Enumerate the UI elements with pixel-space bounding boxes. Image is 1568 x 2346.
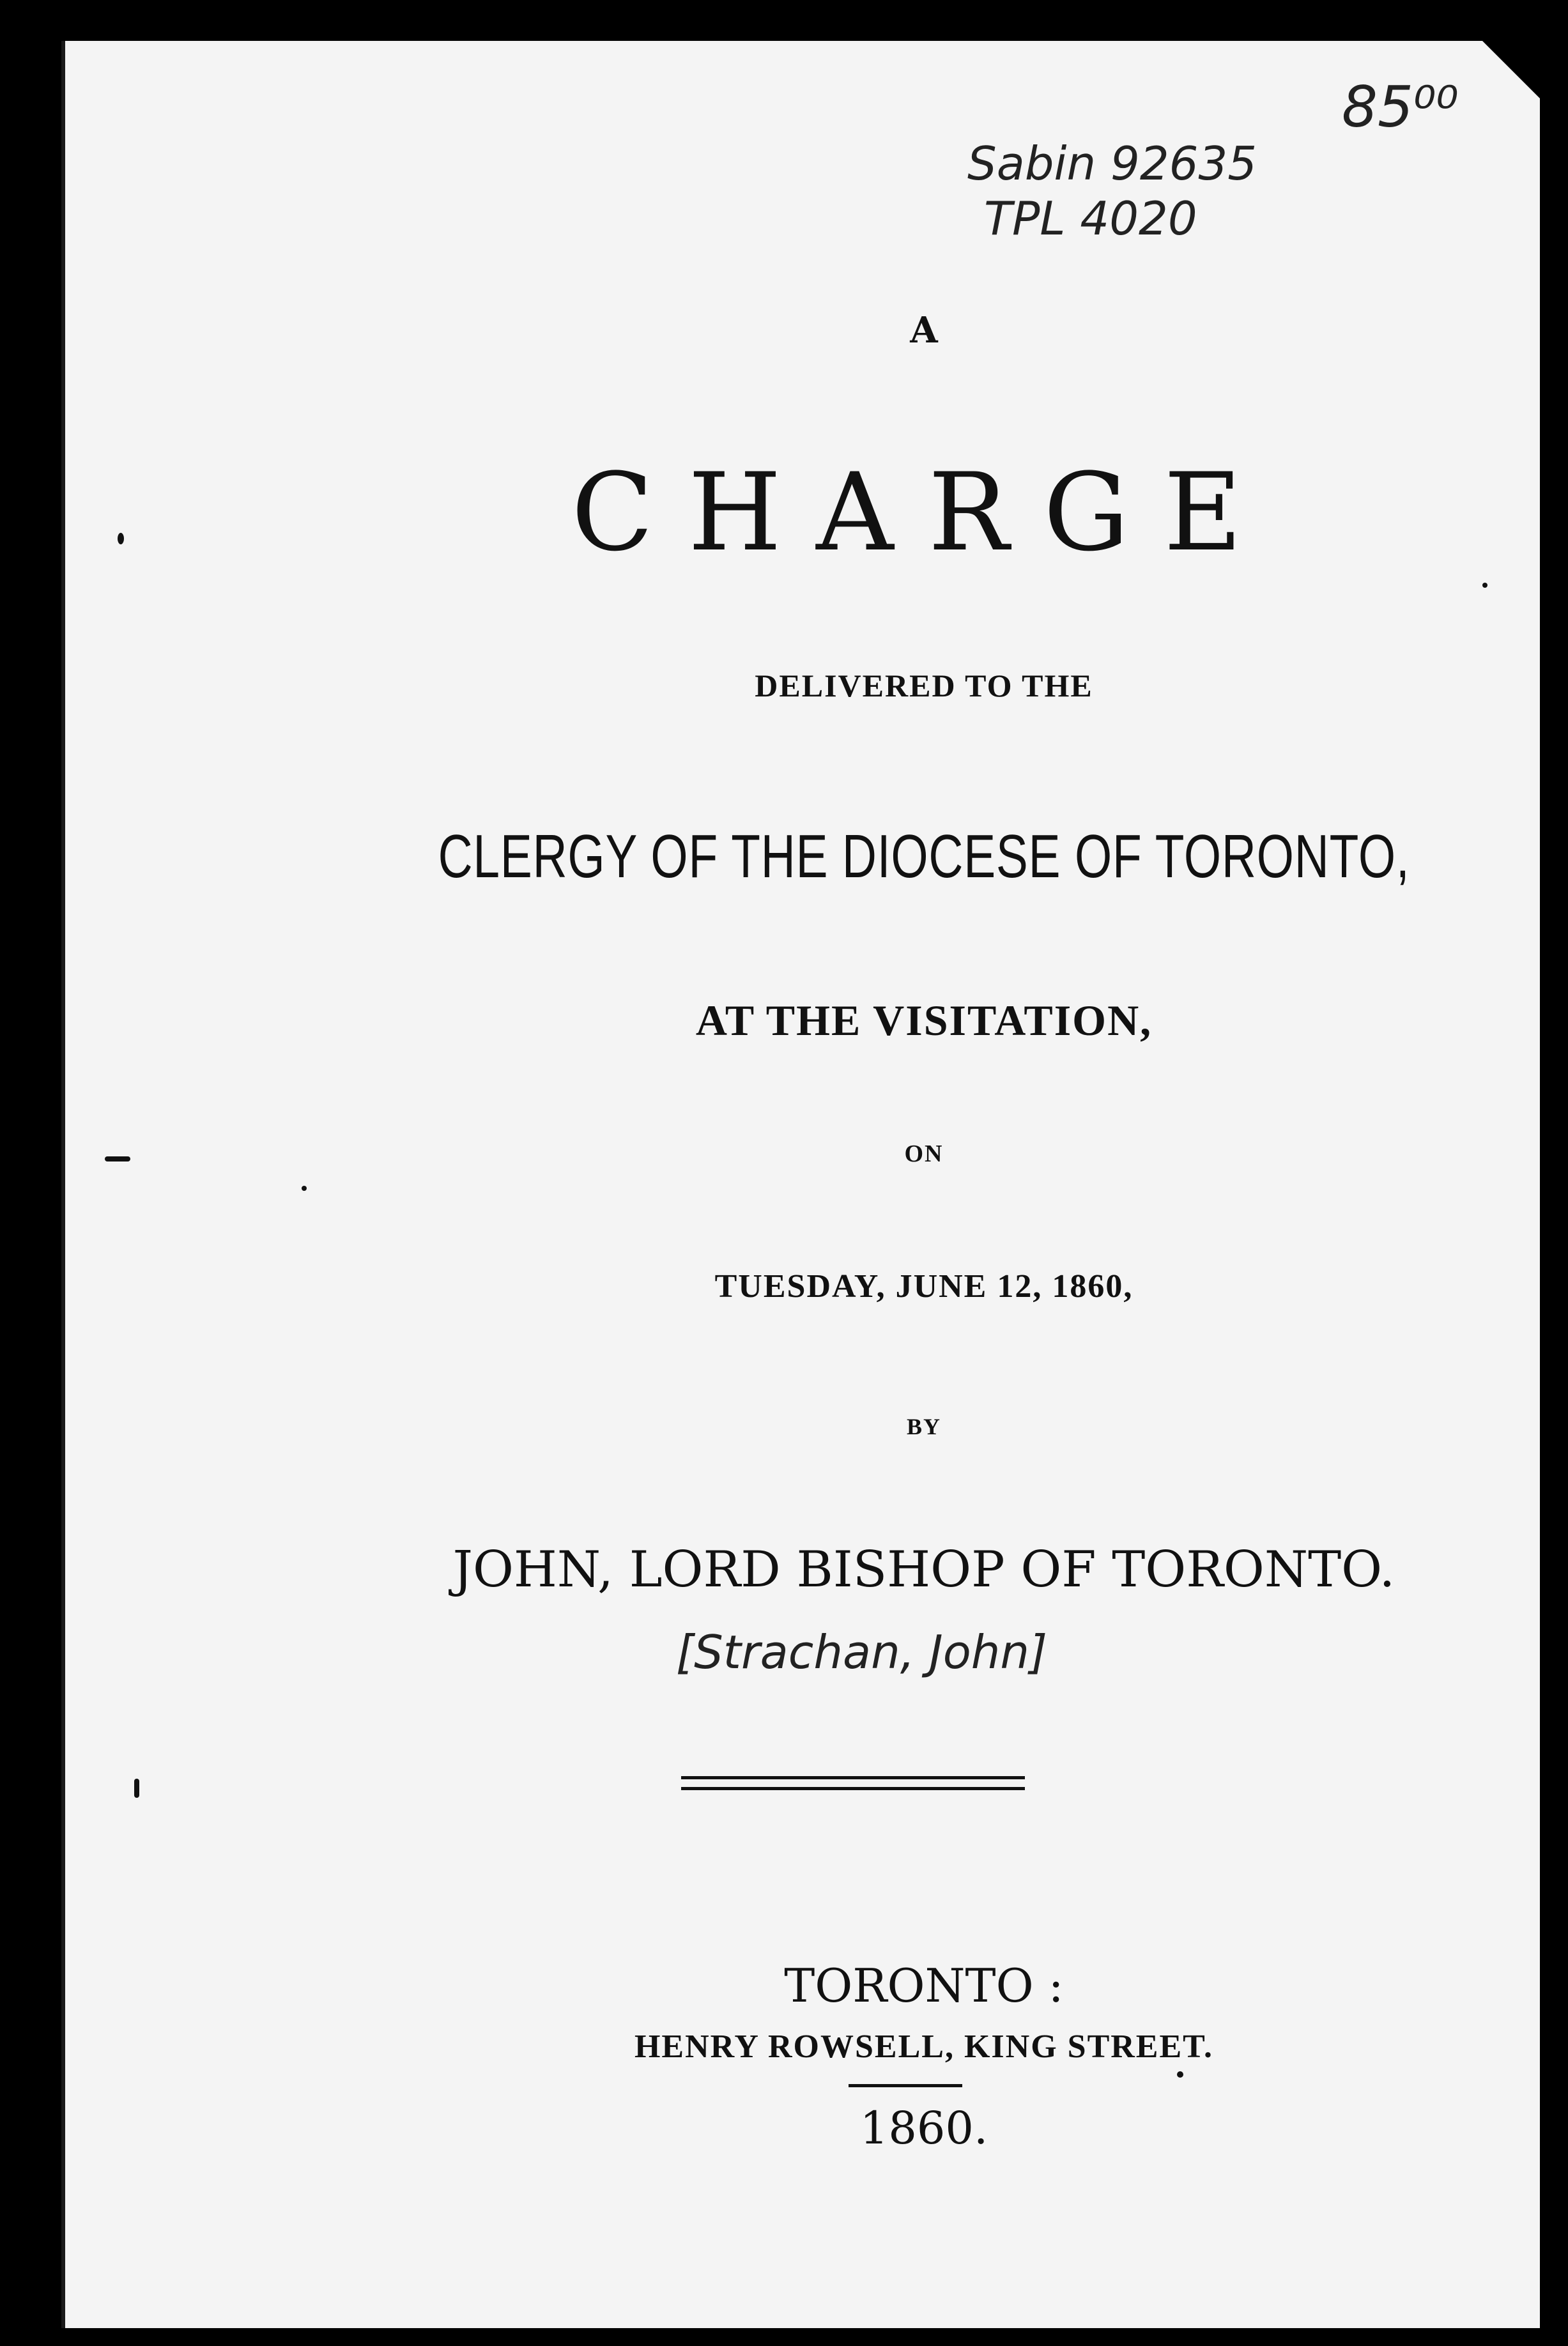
title-article: A (910, 309, 938, 351)
author-bracket-annotation: [Strachan, John] (676, 1625, 1048, 1679)
scan-speck (302, 1186, 307, 1191)
imprint-year: 1860. (859, 2102, 988, 2154)
double-rule-divider (681, 1776, 1025, 1790)
scan-speck (118, 533, 124, 544)
by-line: BY (906, 1414, 941, 1439)
page-title: CHARGE (571, 450, 1277, 575)
document-page (61, 41, 1540, 2328)
scan-speck (105, 1156, 130, 1162)
imprint-publisher: HENRY ROWSELL, KING STREET. (634, 2028, 1214, 2065)
author-line: JOHN, LORD BISHOP OF TORONTO. (452, 1541, 1395, 1598)
visitation-line: AT THE VISITATION, (695, 996, 1153, 1045)
price-annotation: 85⁰⁰ (1342, 74, 1459, 140)
scan-speck (1482, 583, 1487, 588)
tpl-annotation: TPL 4020 (984, 192, 1197, 245)
delivered-line: DELIVERED TO THE (755, 668, 1093, 703)
imprint-place: TORONTO : (784, 1959, 1064, 2012)
sabin-annotation: Sabin 92635 (967, 137, 1257, 190)
on-line: ON (904, 1140, 944, 1167)
date-line: TUESDAY, JUNE 12, 1860, (714, 1268, 1134, 1305)
scan-speck (1177, 2071, 1183, 2078)
clergy-line: CLERGY OF THE DIOCESE OF TORONTO, (438, 822, 1410, 891)
scan-speck (134, 1779, 139, 1798)
single-rule-divider (849, 2084, 962, 2087)
page-corner-fold (1482, 41, 1540, 98)
